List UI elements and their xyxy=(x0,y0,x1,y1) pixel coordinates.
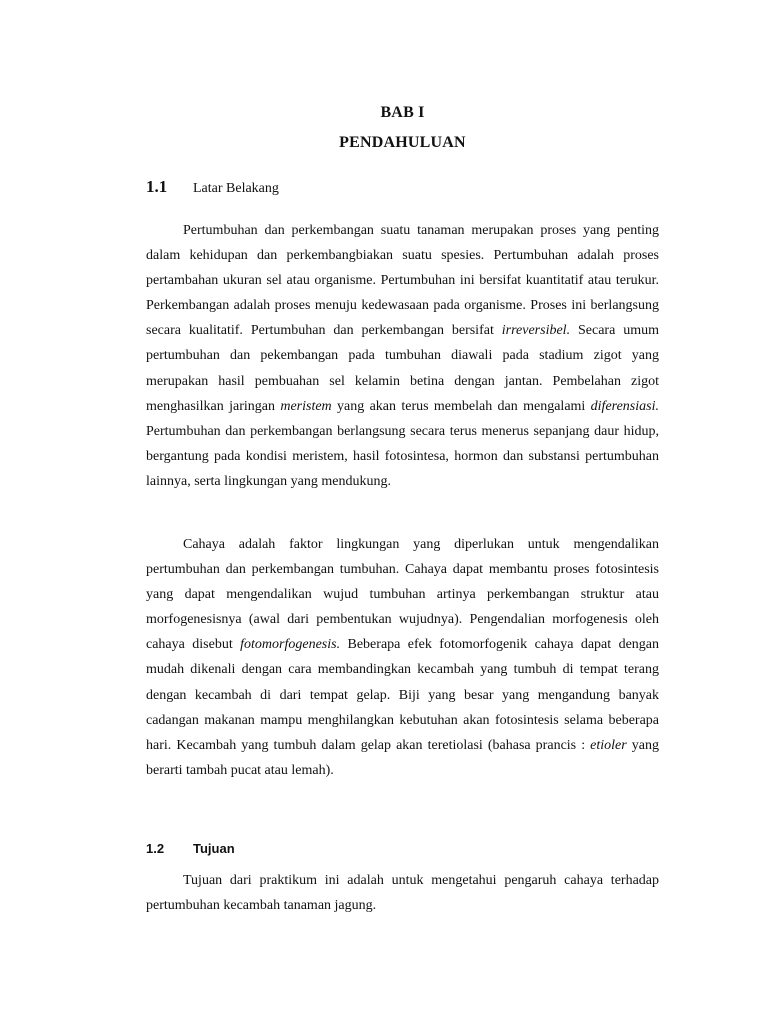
term-etioler: etioler xyxy=(590,737,627,753)
paragraph-text: yang berarti tambah pucat atau lemah). xyxy=(146,737,659,778)
section-heading-1-1 xyxy=(146,177,279,197)
section-heading-1-2 xyxy=(146,840,235,858)
term-fotomorfogenesis: fotomorfogenesis. xyxy=(240,637,341,653)
paragraph-text: Secara umum pertumbuhan dan pekembangan pada tumbuhan diawali pada stadium zigot yang merupakan hasil pembuahan sel kelamin betina dengan jantan. Pembelahan zigot menghasilkan jaringan xyxy=(146,323,659,414)
paragraph-latar-belakang-2 xyxy=(146,532,659,783)
paragraph-text: Cahaya adalah faktor lingkungan yang diperlukan untuk mengendalikan pertumbuhan dan perkembangan tumbuhan. Cahaya dapat membantu proses fotosintesis yang dapat mengendalikan wujud tumbuhan artinya perkembangan struktur atau morfogenesisnya (awal dari pembentukan wujudnya). Pengendalian morfogenesis oleh cahaya disebut xyxy=(146,537,659,653)
term-irreversibel: irreversibel. xyxy=(501,323,571,339)
paragraph-text: yang akan terus membelah dan mengalami xyxy=(331,398,591,414)
paragraph-text: Pertumbuhan dan perkembangan suatu tanaman merupakan proses yang penting dalam kehidupan dan perkembangbiakan suatu spesies. Pertumbuhan adalah proses pertambahan ukuran sel atau organisme. Pertumbuhan ini bersifat kuantitatif atau terukur. Perkembangan adalah proses menuju kedewasaan pada organisme. Proses ini berlangsung secara kualitatif. Pertumbuhan dan perkembangan bersifat xyxy=(146,223,659,339)
paragraph-tujuan xyxy=(146,868,659,918)
section-number: 1.2 xyxy=(146,841,165,856)
paragraph-text: Beberapa efek fotomorfogenik cahaya dapat dengan mudah dikenali dengan cara membandingkan kecambah yang tumbuh di tempat terang dengan kecambah di dari tempat gelap. Biji yang besar yang mengandung banyak cadangan makanan mampu menghilangkan kebutuhan akan fotosintesis selama beberapa hari. Kecambah yang tumbuh dalam gelap akan teretiolasi (bahasa prancis : xyxy=(146,637,660,753)
term-diferensiasi: diferensiasi. xyxy=(590,398,659,414)
section-title: Tujuan xyxy=(193,841,235,856)
section-title: Latar Belakang xyxy=(193,181,279,196)
term-meristem: meristem xyxy=(280,398,332,414)
paragraph-text: Tujuan dari praktikum ini adalah untuk mengetahui pengaruh cahaya terhadap pertumbuhan kecambah tanaman jagung. xyxy=(146,873,659,914)
chapter-number: BAB I xyxy=(380,104,425,121)
paragraph-text: Pertumbuhan dan perkembangan berlangsung secara terus menerus sepanjang daur hidup, bergantung pada kondisi meristem, hasil fotosintesa, hormon dan substansi pertumbuhan lainnya, serta lingkungan yang mendukung. xyxy=(146,423,659,489)
section-number: 1.1 xyxy=(146,177,168,196)
chapter-title: PENDAHULUAN xyxy=(339,134,466,151)
paragraph-latar-belakang-1 xyxy=(146,218,659,494)
